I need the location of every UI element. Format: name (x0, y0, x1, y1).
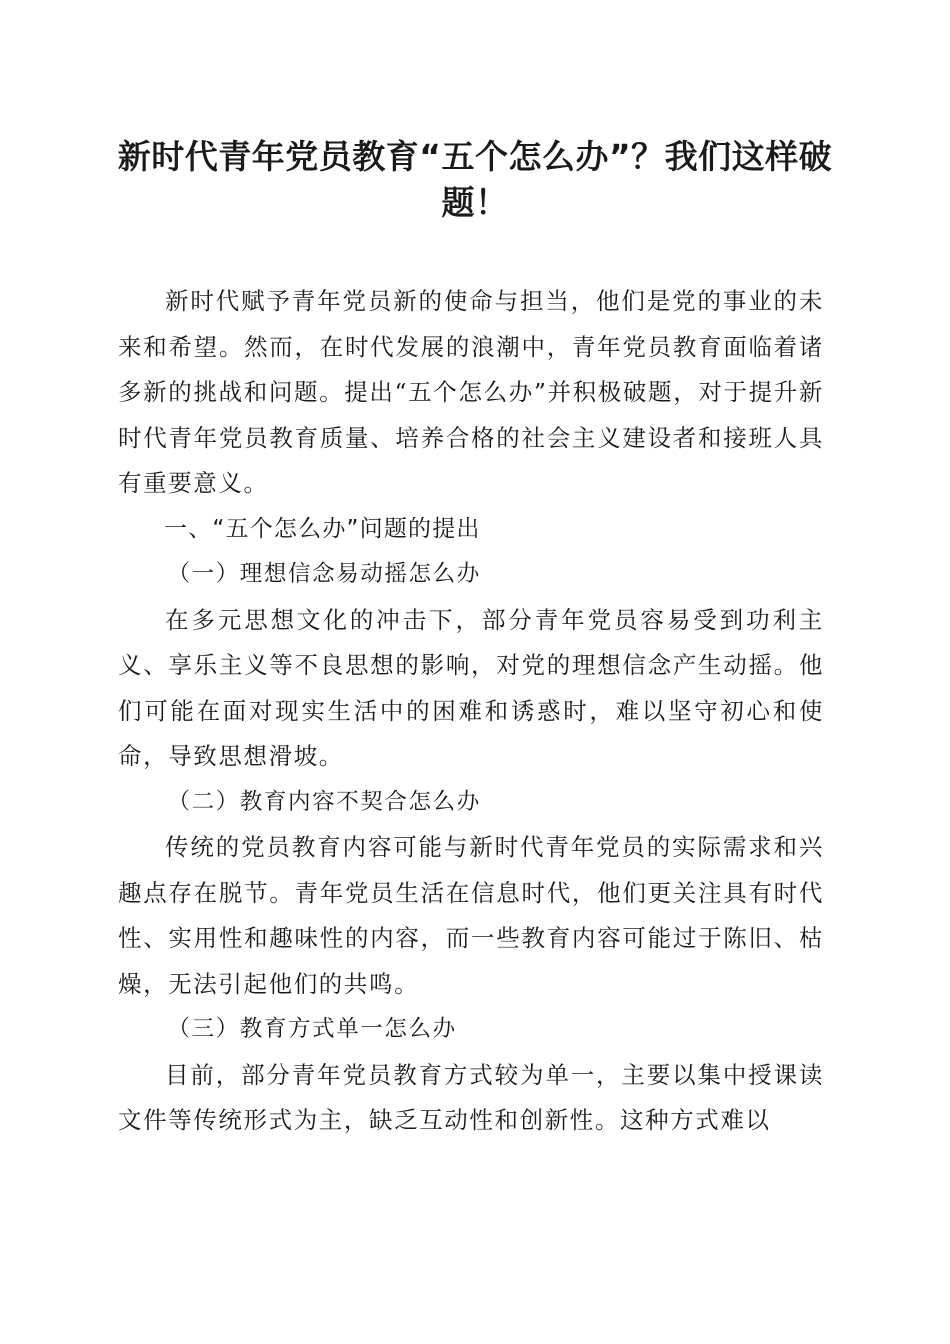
subsection-heading-2: （二）教育内容不契合怎么办 (167, 788, 481, 815)
subsection-paragraph-2: 传统的党员教育内容可能与新时代青年党员的实际需求和兴趣点存在脱节。青年党员生活在信息时代，他们更关注具有时代性、实用性和趣味性的内容，而一些教育内容可能过于陈旧、枯燥，无法引起他们的共鸣。 (118, 833, 824, 998)
intro-paragraph: 新时代赋予青年党员新的使命与担当，他们是党的事业的未来和希望。然而，在时代发展的浪潮中，青年党员教育面临着诸多新的挑战和问题。提出“五个怎么办”并积极破题，对于提升新时代青年党员教育质量、培养合格的社会主义建设者和接班人具有重要意义。 (118, 287, 824, 497)
subsection-heading-3: （三）教育方式单一怎么办 (167, 1016, 457, 1042)
document-title: 新时代青年党员教育“五个怎么办”？我们这样破题！ (117, 137, 833, 222)
subsection-heading-1: （一）理想信念易动摇怎么办 (167, 561, 481, 587)
document-body (118, 279, 824, 1144)
subsection-paragraph-1: 在多元思想文化的冲击下，部分青年党员容易受到功利主义、享乐主义等不良思想的影响，对党的理想信念产生动摇。他们可能在面对现实生活中的困难和诱惑时，难以坚守初心和使命，导致思想滑坡。 (118, 605, 824, 770)
subsection-paragraph-3: 目前，部分青年党员教育方式较为单一，主要以集中授课读文件等传统形式为主，缺乏互动性和创新性。这种方式难以 (118, 1060, 824, 1134)
section-heading-1: 一、“五个怎么办”问题的提出 (164, 515, 481, 542)
